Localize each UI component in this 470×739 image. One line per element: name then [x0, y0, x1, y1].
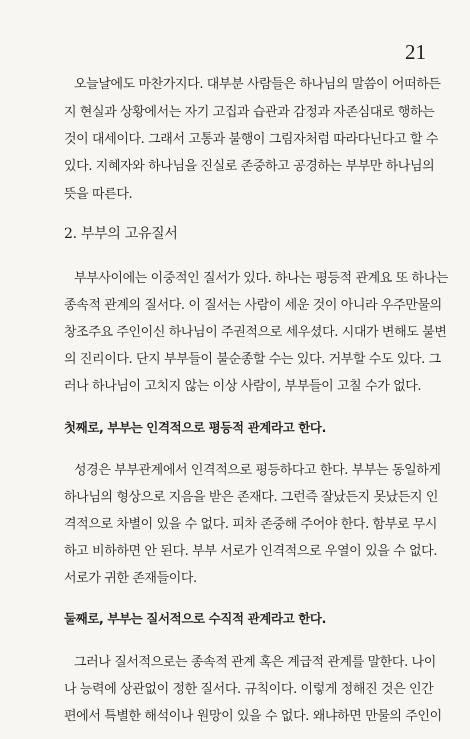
text-line: 뜻을 따른다. — [64, 187, 133, 202]
text-line: 서로가 귀한 존재들이다. — [64, 571, 197, 586]
text-line: 하고 비하하면 안 된다. 부부 서로가 인격적으로 우열이 있을 수 없다. — [64, 544, 438, 559]
text-line: 나 능력에 상관없이 정한 질서다. 규칙이다. 이렇게 정해진 것은 인간 — [64, 682, 434, 697]
subheading-2: 둘째로, 부부는 질서적으로 수직적 관계라고 한다. — [64, 611, 326, 626]
text-line: 있다. 지혜자와 하나님을 진실로 존중하고 공경하는 부부만 하나님의 — [64, 159, 435, 174]
text-line: 하나님의 형상으로 지음을 받은 존재다. 그런즉 잘났든지 못났든지 인 — [64, 490, 439, 505]
section-heading: 2. 부부의 고유질서 — [64, 226, 178, 242]
page-number: 21 — [405, 40, 426, 64]
text-line: 부부사이에는 이중적인 질서가 있다. 하나는 평등적 관계요 또 하나는 — [74, 271, 449, 286]
text-line: 오늘날에도 마찬가지다. 대부분 사람들은 하나님의 말씀이 어떠하든 — [74, 77, 441, 92]
text-line: 편에서 특별한 해석이나 원망이 있을 수 없다. 왜냐하면 만물의 주인이 — [64, 709, 442, 724]
text-line: 의 진리이다. 단지 부부들이 불순종할 수는 있다. 거부할 수도 있다. 그 — [64, 352, 441, 367]
text-line: 지 현실과 상황에서는 자기 고집과 습관과 감정과 자존심대로 행하는 — [64, 105, 435, 120]
text-line: 성경은 부부관계에서 인격적으로 평등하다고 한다. 부부는 동일하게 — [74, 463, 441, 478]
text-line: 것이 대세이다. 그래서 고통과 불행이 그림자처럼 따라다닌다고 할 수 — [64, 132, 439, 147]
text-line: 격적으로 차별이 있을 수 없다. 피차 존중해 주어야 한다. 함부로 무시 — [64, 517, 438, 532]
subheading-1: 첫째로, 부부는 인격적으로 평등적 관계라고 한다. — [64, 420, 326, 435]
text-line: 창조주요 주인이신 하나님이 주권적으로 세우셨다. 시대가 변해도 불변 — [64, 325, 447, 340]
text-line: 러나 하나님이 고치지 않는 이상 사람이, 부부들이 고칠 수가 없다. — [64, 379, 422, 394]
text-line: 종속적 관계의 질서다. 이 질서는 사람이 세운 것이 아니라 우주만물의 — [64, 298, 442, 313]
text-line: 그러나 질서적으로는 종속적 관계 혹은 계급적 관계를 말한다. 나이 — [74, 655, 436, 670]
